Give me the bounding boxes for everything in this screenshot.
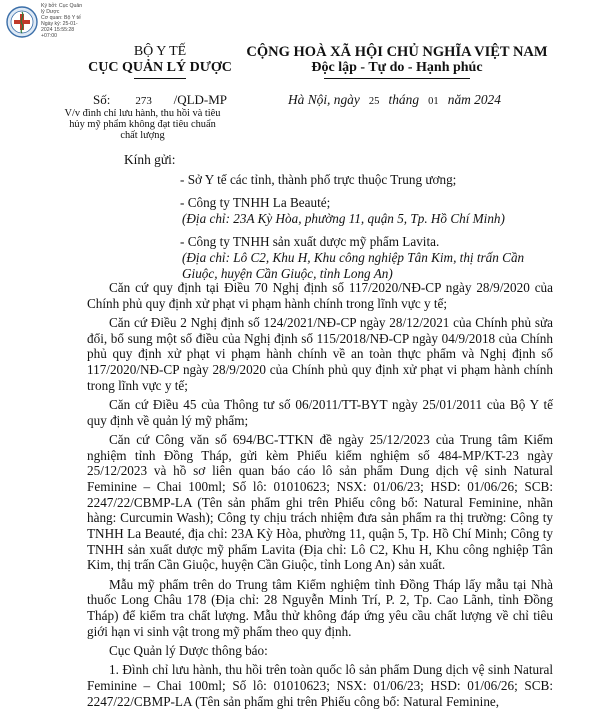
divider (134, 78, 186, 79)
date-day: 25 (368, 96, 380, 107)
body-paragraph: Căn cứ Công văn số 694/BC-TTKN đề ngày 25/12/2023 của Trung tâm Kiểm nghiệm tỉnh Đồng Tháp, gửi kèm Phiếu kiểm nghiệm số 484-MP/KT-23 ngày 25/12/2023 và hồ sơ liên quan báo cáo lô sản phẩm Dung dịch vệ sinh Natural Feminine – Chai 100ml; Số lô: 01010623; NSX: 01/06/23; HSD: 01/06/26; SCB: 2247/22/CBMP-LA (Tên sản phẩm ghi trên Phiếu công bố: Natural Feminine, nhãn hàng: Curcumin Wash); Công ty chịu trách nhiệm đưa sản phẩm ra thị trường: Công ty TNHH La Beauté, địa chỉ: 23A Kỳ Hòa, phường 11, quận 5, Tp. Hồ Chí Minh; Công ty TNHH sản xuất dược mỹ phẩm Lavita (Địa chỉ: Lô C2, Khu H, Khu công nghiệp Tân Kim, thị trấn Cần Giuộc, huyện Cần Giuộc, tỉnh Long An) sản xuất. (87, 431, 553, 573)
signature-line: Ký bởi: Cục Quản (41, 3, 83, 9)
recipient-list (180, 172, 540, 288)
issuing-agency (70, 44, 250, 79)
signature-line: lý Dược (41, 9, 60, 16)
body-paragraph: Căn cứ quy định tại Điều 70 Nghị định số 117/2020/NĐ-CP ngày 28/9/2020 của Chính phủ quy định xử phạt vi phạm hành chính trong lĩnh vực y tế; (87, 280, 553, 311)
recipient-item: - Công ty TNHH La Beauté; (180, 194, 331, 210)
country-name: CỘNG HOÀ XÃ HỘI CHỦ NGHĨA VIỆT NAM (246, 44, 548, 60)
signature-line: Cơ quan: Bộ Y tế (41, 15, 81, 22)
signature-line: Ngày ký: 25-01- (41, 21, 78, 28)
document-subject: V/v đình chỉ lưu hành, thu hồi và tiêu hủy mỹ phẩm không đạt tiêu chuẩn chất lượng (64, 108, 221, 142)
signature-line: +07:00 (41, 33, 58, 40)
national-title (232, 44, 562, 79)
document-number (93, 92, 227, 109)
date-year: năm 2024 (447, 92, 501, 107)
divider (324, 78, 470, 79)
body-paragraph: Mẫu mỹ phẩm trên do Trung tâm Kiểm nghiệm tỉnh Đồng Tháp lấy mẫu tại Nhà thuốc Long Châu 178 (Địa chỉ: 28 Nguyễn Minh Trí, P. 2, Tp. Cao Lãnh, tỉnh Đồng Tháp) để kiểm tra chất lượng. Mẫu thử không đáp ứng yêu cầu chất lượng về chỉ tiêu giới hạn vi sinh vật trong mỹ phẩm theo quy định. (87, 576, 553, 639)
recipient-item: - Công ty TNHH sản xuất dược mỹ phẩm Lavita. (180, 233, 440, 249)
department-name: CỤC QUẢN LÝ DƯỢC (88, 60, 232, 75)
issue-date (288, 92, 501, 109)
date-month-label: tháng (388, 92, 420, 107)
date-place: Hà Nội, ngày (288, 92, 360, 107)
salutation: Kính gửi: (124, 152, 176, 167)
doc-number-suffix: /QLD-MP (173, 92, 228, 107)
date-month: 01 (428, 96, 439, 107)
body-paragraph: Căn cứ Điều 2 Nghị định số 124/2021/NĐ-CP ngày 28/12/2021 của Chính phủ sửa đổi, bổ sung một số điều của Nghị định số 115/2018/NĐ-CP ngày 04/9/2018 của Chính phủ quy định xử phạt vi phạm hành chính về an toàn thực phẩm và Nghị định số 117/2020/NĐ-CP ngày 28/9/2020 của Chính phủ quy định xử phạt vi phạm hành chính trong lĩnh vực y tế; (87, 314, 553, 393)
doc-number-prefix: Số: (93, 92, 111, 107)
recipient-address: (Địa chỉ: Lô C2, Khu H, Khu công nghiệp Tân Kim, thị trấn Cần Giuộc, huyện Cần Giuộc, tỉnh Long An) (182, 250, 525, 281)
body-paragraph: Cục Quản lý Dược thông báo: (109, 642, 268, 658)
ministry-emblem-icon (6, 6, 38, 38)
doc-number-value: 273 (135, 95, 152, 107)
signature-line: 2024 15:55:28 (41, 27, 75, 34)
body-paragraph: 1. Đình chỉ lưu hành, thu hồi trên toàn quốc lô sản phẩm Dung dịch vệ sinh Natural Feminine – Chai 100ml; Số lô: 01010623; NSX: 01/06/23; HSD: 01/06/26; SCB: 2247/22/CBMP-LA (Tên sản phẩm ghi trên Phiếu công bố: Natural Feminine, (87, 662, 553, 709)
document-body (87, 280, 553, 713)
national-motto: Độc lập - Tự do - Hạnh phúc (311, 60, 483, 75)
recipient-item: - Sở Y tế các tỉnh, thành phố trực thuộc Trung ương; (180, 172, 457, 187)
digital-signature-info (41, 3, 91, 40)
ministry-name: BỘ Y TẾ (133, 44, 187, 59)
recipient-address: (Địa chỉ: 23A Kỳ Hòa, phường 11, quận 5, Tp. Hồ Chí Minh) (182, 211, 505, 226)
body-paragraph: Căn cứ Điều 45 của Thông tư số 06/2011/TT-BYT ngày 25/01/2011 của Bộ Y tế quy định về quản lý mỹ phẩm; (87, 396, 553, 428)
